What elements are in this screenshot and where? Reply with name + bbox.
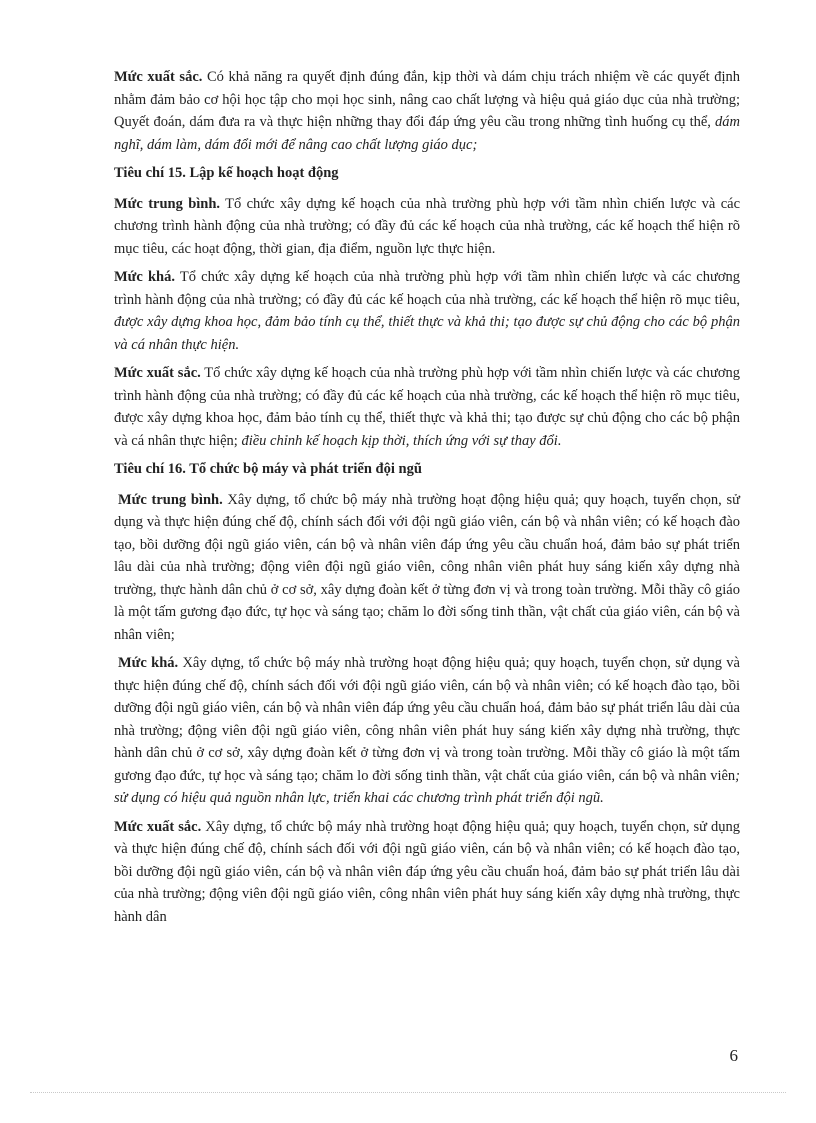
paragraph-text: Xây dựng, tổ chức bộ máy nhà trường hoạt động hiệu quả; quy hoạch, tuyển chọn, sử dụng và thực hiện đúng chế độ, chính sách đối với đội ngũ giáo viên, cán bộ và nhân viên; có kế hoạch đào tạo, bồi dưỡng đội ngũ giáo viên, cán bộ và nhân viên đáp ứng yêu cầu chuẩn hoá, đảm bảo sự phát triển lâu dài của nhà trường; động viên đội ngũ giáo viên, công nhân viên phát huy sáng kiến xây dựng nhà trường, thực hành dân chủ ở cơ sở, xây dựng đoàn kết ở từng đơn vị và trong toàn trường. Mỗi thầy cô giáo là một tấm gương đạo đức, tự học và sáng tạo; chăm lo đời sống tinh thần, vật chất của giáo viên, cán bộ và nhân viên — [114, 655, 740, 784]
page-number: 6 — [729, 1046, 738, 1065]
criterion-16-excellent — [114, 816, 740, 929]
criterion-15-excellent — [114, 362, 740, 452]
level-label: Mức khá. — [114, 269, 175, 285]
paragraph-text: Tổ chức xây dựng kế hoạch của nhà trường phù hợp với tầm nhìn chiến lược và các chương trình hành động của nhà trường; có đầy đủ các kế hoạch của nhà trường, các kế hoạch thể hiện rõ mục tiêu, được xây dựng khoa học, đảm bảo tính cụ thể, thiết thực và khả thi; tạo được sự chủ động cho các bộ phận và cá nhân thực hiện; — [114, 365, 740, 449]
paragraph-text: Xây dựng, tổ chức bộ máy nhà trường hoạt động hiệu quả; quy hoạch, tuyển chọn, sử dụng và thực hiện đúng chế độ, chính sách đối với đội ngũ giáo viên, cán bộ và nhân viên; có kế hoạch đào tạo, bồi dưỡng đội ngũ giáo viên, cán bộ và nhân viên đáp ứng yêu cầu chuẩn hoá, đảm bảo sự phát triển lâu dài của nhà trường; động viên đội ngũ giáo viên, công nhân viên phát huy sáng kiến xây dựng nhà trường, thực hành dân — [114, 818, 740, 925]
paragraph-text: Xây dựng, tổ chức bộ máy nhà trường hoạt động hiệu quả; quy hoạch, tuyển chọn, sử dụng và thực hiện đúng chế độ, chính sách đối với đội ngũ giáo viên, cán bộ và nhân viên; có kế hoạch đào tạo, bồi dưỡng đội ngũ giáo viên, cán bộ và nhân viên đáp ứng yêu cầu chuẩn hoá, đảm bảo sự phát triển lâu dài của nhà trường; động viên đội ngũ giáo viên, công nhân viên phát huy sáng kiến xây dựng nhà trường, thực hành dân chủ ở cơ sở, xây dựng đoàn kết ở từng đơn vị và trong toàn trường. Mỗi thầy cô giáo là một tấm gương đạo đức, tự học và sáng tạo; chăm lo đời sống tinh thần, vật chất của giáo viên, cán bộ và nhân viên; — [114, 491, 740, 643]
criterion-16-good — [114, 652, 740, 810]
level-label: Mức xuất sắc. — [114, 365, 201, 381]
paragraph-emphasis: được xây dựng khoa học, đảm bảo tính cụ thể, thiết thực và khả thi; tạo được sự chủ động cho các bộ phận và cá nhân thực hiện. — [114, 314, 740, 353]
paragraph-excellent-level — [114, 66, 740, 156]
level-label: Mức xuất sắc. — [114, 69, 203, 85]
paragraph-emphasis: điều chỉnh kế hoạch kịp thời, thích ứng với sự thay đổi. — [237, 432, 562, 449]
criterion-15-good — [114, 266, 740, 356]
criterion-15-average — [114, 193, 740, 261]
criterion-16-average — [114, 489, 740, 647]
paragraph-emphasis: ; sử dụng có hiệu quả nguồn nhân lực, triển khai các chương trình phát triển đội ngũ. — [114, 767, 740, 806]
document-page — [114, 66, 740, 934]
level-label: Mức xuất sắc. — [114, 818, 202, 835]
level-label: Mức khá. — [118, 655, 179, 671]
paragraph-text: Tổ chức xây dựng kế hoạch của nhà trường phù hợp với tầm nhìn chiến lược và các chương trình hành động của nhà trường; có đầy đủ các kế hoạch của nhà trường, các kế hoạch thể hiện rõ mục tiêu, các hoạt động, thời gian, địa điểm, nguồn lực thực hiện. — [114, 195, 741, 257]
paragraph-text: Có khả năng ra quyết định đúng đắn, kịp thời và dám chịu trách nhiệm về các quyết định nhằm đảm bảo cơ hội học tập cho mọi học sinh, nâng cao chất lượng và hiệu quả giáo dục của nhà trường; Quyết đoán, dám đưa ra và thực hiện những thay đổi đáp ứng yêu cầu trong những tình huống cụ thể, — [114, 69, 740, 130]
level-label: Mức trung bình. — [118, 491, 223, 508]
paragraph-text: Tổ chức xây dựng kế hoạch của nhà trường phù hợp với tầm nhìn chiến lược và các chương trình hành động của nhà trường; có đầy đủ các kế hoạch của nhà trường, các kế hoạch thể hiện rõ mục tiêu, — [114, 269, 740, 308]
level-label: Mức trung bình. — [114, 195, 221, 212]
paragraph-emphasis: dám nghĩ, dám làm, dám đổi mới để nâng cao chất lượng giáo dục; — [114, 114, 740, 153]
criterion-16-heading: Tiêu chí 16. Tổ chức bộ máy và phát triển đội ngũ — [114, 461, 422, 477]
footer-divider — [30, 1092, 786, 1093]
criterion-15-heading: Tiêu chí 15. Lập kế hoạch hoạt động — [114, 165, 339, 181]
